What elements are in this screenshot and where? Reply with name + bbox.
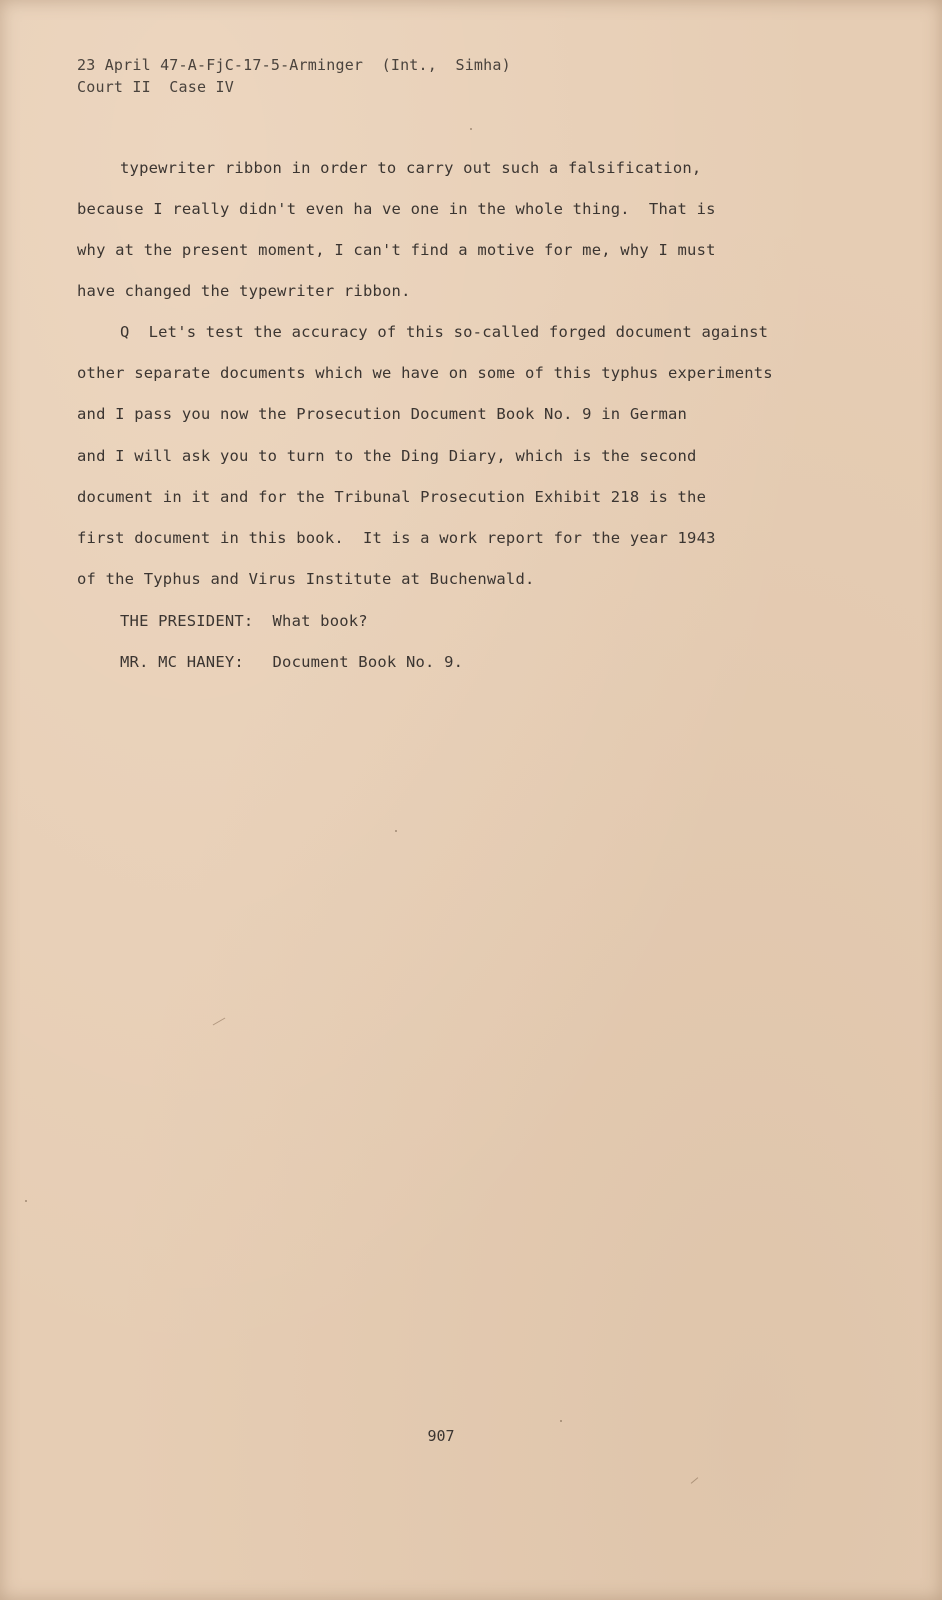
paper-speck — [470, 128, 472, 130]
body-line: and I pass you now the Prosecution Document Book No. 9 in German — [77, 405, 688, 423]
speaker-line-president: THE PRESIDENT: What book? — [120, 612, 368, 630]
paper-scratch — [691, 1477, 699, 1484]
paper-speck — [25, 1200, 27, 1202]
header-line-date-code: 23 April 47-A-FjC-17-5-Arminger (Int., Simha) — [77, 56, 511, 74]
body-line: document in it and for the Tribunal Prosecution Exhibit 218 is the — [77, 488, 707, 506]
speaker-line-mc-haney: MR. MC HANEY: Document Book No. 9. — [120, 653, 464, 671]
paper-speck — [560, 1420, 562, 1422]
body-line: have changed the typewriter ribbon. — [77, 282, 411, 300]
body-line: why at the present moment, I can't find a motive for me, why I must — [77, 241, 716, 259]
header-line-court-case: Court II Case IV — [77, 78, 234, 96]
page-number: 907 — [427, 1427, 455, 1445]
body-line: because I really didn't even ha ve one in the whole thing. That is — [77, 200, 716, 218]
body-line: of the Typhus and Virus Institute at Buchenwald. — [77, 570, 535, 588]
body-line: and I will ask you to turn to the Ding Diary, which is the second — [77, 447, 697, 465]
paper-speck — [395, 830, 397, 832]
body-line: typewriter ribbon in order to carry out such a falsification, — [120, 159, 702, 177]
paper-scratch — [213, 1018, 226, 1026]
body-line: first document in this book. It is a work report for the year 1943 — [77, 529, 716, 547]
body-line: other separate documents which we have on some of this typhus experiments — [77, 364, 773, 382]
question-line: Q Let's test the accuracy of this so-called forged document against — [120, 323, 769, 341]
